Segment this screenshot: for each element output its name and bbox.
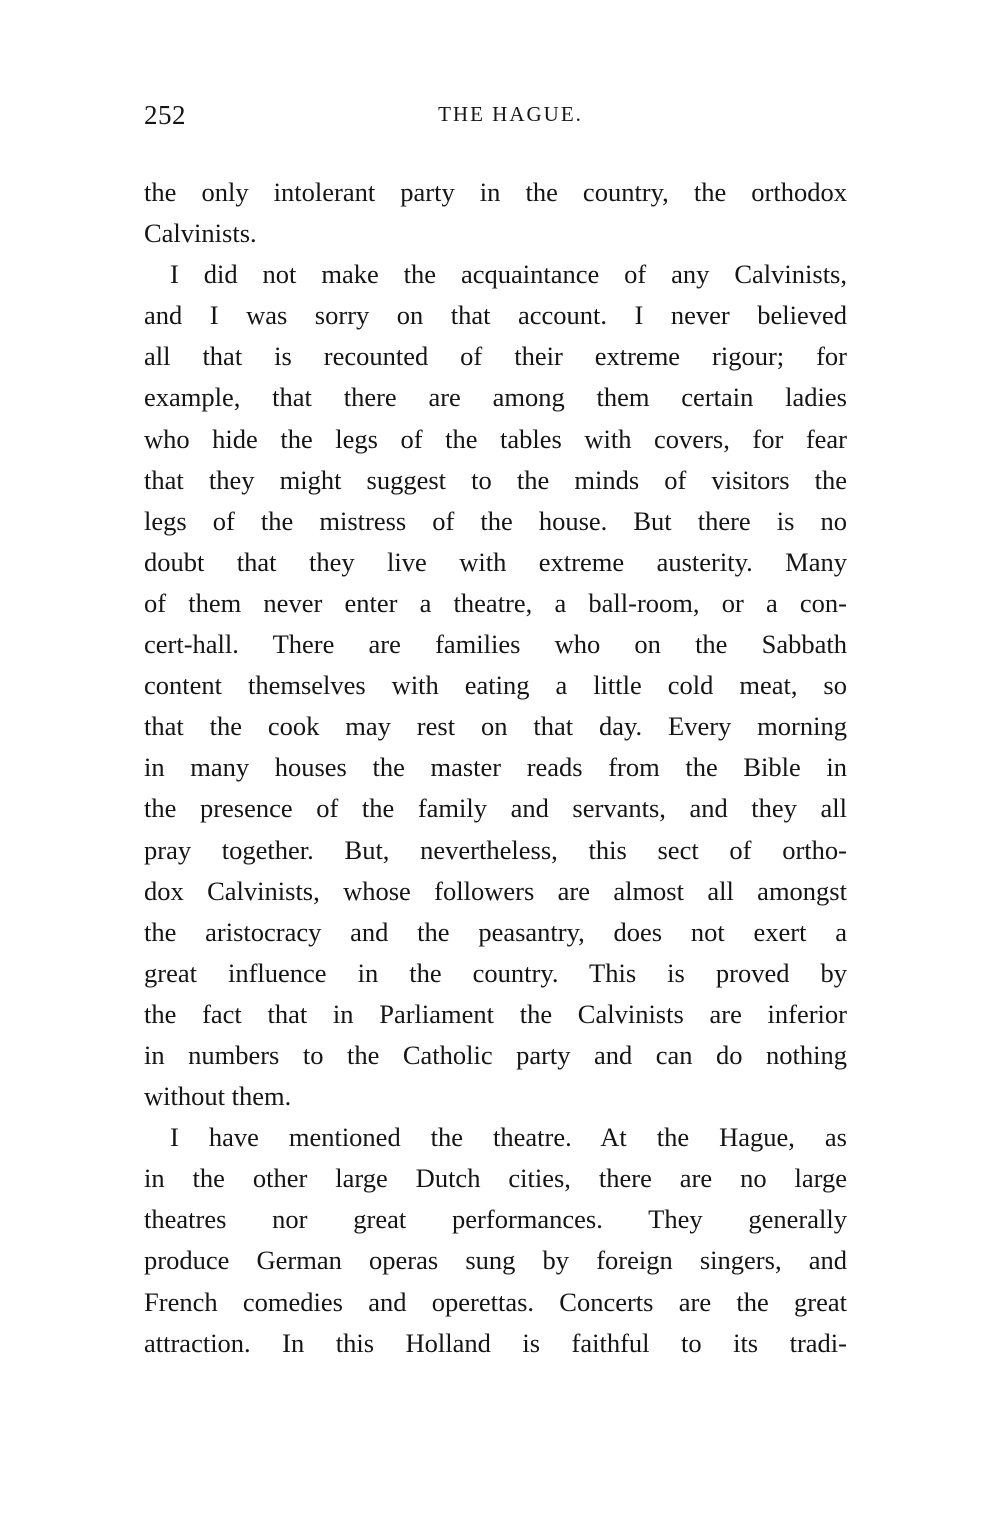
text-line: that they might suggest to the minds of visitors the (144, 464, 847, 495)
text-line: theatres nor great performances. They generally (144, 1204, 847, 1235)
text-line: doubt that they live with extreme austerity. Many (144, 546, 847, 577)
text-line: without them. (144, 1081, 292, 1112)
text-line: legs of the mistress of the house. But there is no (144, 505, 847, 536)
text-line: pray together. But, nevertheless, this sect of ortho- (144, 834, 847, 865)
text-line: the aristocracy and the peasantry, does not exert a (144, 916, 847, 947)
text-line: of them never enter a theatre, a ball-room, or a con- (144, 587, 847, 618)
text-line: the presence of the family and servants, and they all (144, 793, 847, 824)
text-line: who hide the legs of the tables with covers, for fear (144, 423, 847, 454)
body-text (144, 172, 847, 1364)
text-line: content themselves with eating a little cold meat, so (144, 670, 847, 701)
text-line: cert-hall. There are families who on the Sabbath (144, 629, 847, 660)
text-line: I did not make the acquaintance of any Calvinists, (170, 259, 847, 290)
text-line: in numbers to the Catholic party and can do nothing (144, 1039, 847, 1070)
text-line: the only intolerant party in the country, the orthodox (144, 177, 847, 207)
text-line: example, that there are among them certain ladies (144, 382, 847, 413)
page-header (144, 100, 847, 140)
running-title: THE HAGUE. (438, 102, 583, 126)
text-line: in many houses the master reads from the Bible in (144, 752, 847, 783)
text-line: I have mentioned the theatre. At the Hague, as (170, 1122, 847, 1153)
text-line: great influence in the country. This is proved by (144, 957, 847, 988)
text-line: in the other large Dutch cities, there are no large (144, 1163, 847, 1194)
text-line: attraction. In this Holland is faithful to its tradi- (144, 1327, 847, 1358)
text-line: French comedies and operettas. Concerts are the great (144, 1286, 847, 1317)
text-line: the fact that in Parliament the Calvinists are inferior (144, 998, 847, 1029)
text-line: dox Calvinists, whose followers are almost all amongst (144, 875, 847, 906)
text-line: Calvinists. (144, 218, 257, 249)
page-number: 252 (144, 100, 186, 130)
text-line: that the cook may rest on that day. Every morning (144, 711, 847, 742)
text-line: and I was sorry on that account. I never believed (144, 300, 847, 331)
text-line: produce German operas sung by foreign singers, and (144, 1245, 847, 1276)
text-line: all that is recounted of their extreme rigour; for (144, 341, 847, 372)
